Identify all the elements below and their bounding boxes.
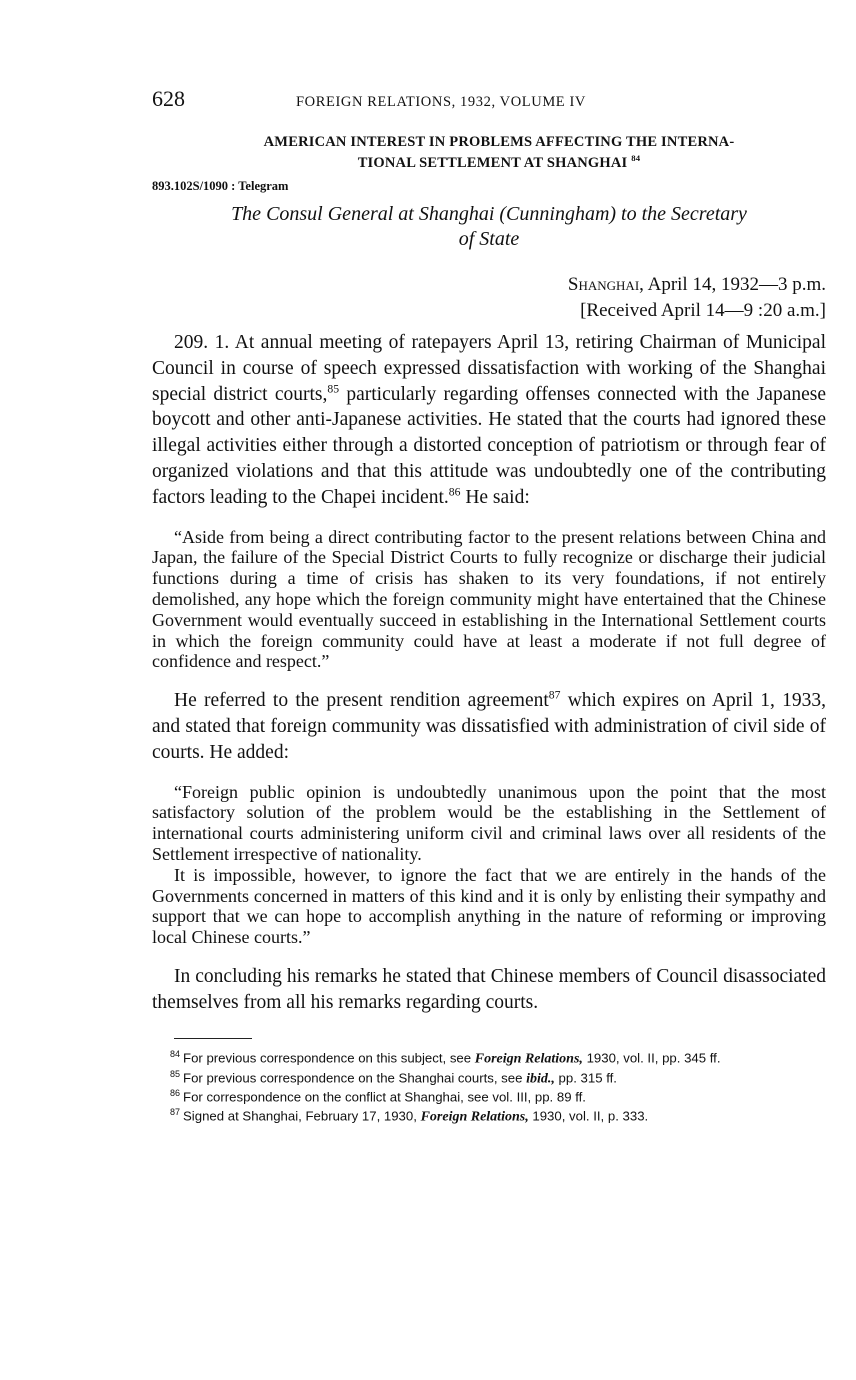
footnote-87: $^{87}$ Signed at Shanghai, February 17, 1930, Foreign Relations, 1930, vol. II, p. 333.	[170, 1107, 649, 1125]
dateline	[152, 272, 826, 324]
document-page	[152, 86, 826, 1125]
paragraph-1-text-c: He said:	[460, 486, 530, 508]
footnote-ref-84: 84	[631, 153, 641, 164]
document-title-line-2: of State	[458, 228, 520, 250]
footnotes	[152, 1047, 826, 1126]
page-number: 628	[152, 86, 185, 111]
paragraph-2-text-a: He referred to the present rendition agreement	[174, 690, 549, 712]
footnote-85: $^{85}$ For previous correspondence on the Shanghai courts, see ibid., pp. 315 ff.	[170, 1068, 617, 1086]
footnote-ref-86: 86	[448, 485, 461, 499]
document-title-line-1: The Consul General at Shanghai (Cunningham) to the Secretary	[231, 203, 747, 225]
footnote-ref-87: 87	[548, 688, 561, 702]
quotation-1: “Aside from being a direct contributing factor to the present relations between China and Japan, the failure of the Special District Courts to fully recognize or discharge their judicial functions during a time of crisis has shaken to its very foundations, if not entirely demolished, any hope which the foreign community might have entertained that the Chinese Government would eventually succeed in establishing in the International Settlement courts in which the foreign community could have at least a moderate if not full degree of confidence and respect.”	[152, 526, 826, 672]
footnote-divider	[174, 1038, 252, 1039]
paragraph-3: In concluding his remarks he stated that Chinese members of Council disassociated themselves from all his remarks regarding courts.	[152, 965, 826, 1013]
paragraph-2-text-b: which expires on April 1, 1933, and stated that foreign community was dissatisfied with administration of civil side of courts. He added:	[152, 690, 826, 763]
document-title	[152, 202, 826, 252]
dateline-place: Shanghai	[567, 274, 640, 295]
dateline-sent	[152, 272, 826, 298]
dateline-date: , April 14, 1932—3 p.m.	[639, 274, 826, 295]
section-heading-line-2	[172, 153, 826, 174]
paragraph-1-text-a: 209. 1. At annual meeting of ratepayers April 13, retiring Chairman of Municipal Council in course of speech expressed dissatisfaction with working of the Shanghai special district courts,	[152, 332, 826, 405]
footnote-86: $^{86}$ For correspondence on the conflict at Shanghai, see vol. III, pp. 89 ff.	[170, 1088, 586, 1105]
dateline-received: [Received April 14—9 :20 a.m.]	[580, 300, 826, 321]
running-header	[152, 86, 826, 118]
quotation-2a: “Foreign public opinion is undoubtedly unanimous upon the point that the most satisfactory solution of the problem would be the establishing in the Settlement of international courts administering uniform civil and criminal laws over all residents of the Settlement irrespective of nationality.	[152, 781, 826, 864]
paragraph-1	[152, 330, 826, 511]
quotation-2b: It is impossible, however, to ignore the fact that we are entirely in the hands of the Governments concerned in matters of this kind and it is only by enlisting their sympathy and support that we can hope to accomplish anything in the nature of reforming or improving local Chinese courts.”	[152, 864, 826, 948]
paragraph-2	[152, 688, 826, 765]
section-heading-line-1: AMERICAN INTEREST IN PROBLEMS AFFECTING THE INTERNA-	[263, 134, 735, 150]
paragraph-1-text-b: particularly regarding offenses connected with the Japanese boycott and other anti-Japanese activities. He stated that the courts had ignored these illegal activities either through a distorted conception of patriotism or through fear of organized violations and that this attitude was undoubtedly one of the contributing factors leading to the Chapei incident.	[152, 383, 826, 508]
running-title: FOREIGN RELATIONS, 1932, VOLUME IV	[296, 94, 586, 110]
file-number: 893.102S/1090 : Telegram	[152, 179, 289, 193]
footnote-ref-85: 85	[327, 382, 340, 396]
footnote-84: $^{84}$ For previous correspondence on this subject, see Foreign Relations, 1930, vol. II, pp. 345 ff.	[170, 1048, 721, 1066]
section-heading-text: TIONAL SETTLEMENT AT SHANGHAI	[357, 155, 628, 171]
section-heading	[172, 132, 826, 174]
